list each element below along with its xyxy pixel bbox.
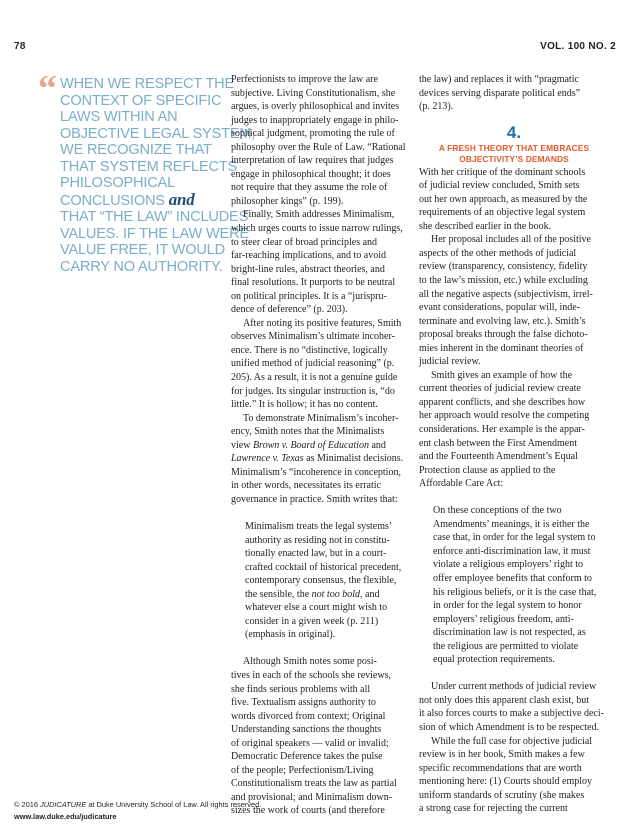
text-line: her approach would resolve the competing <box>419 410 590 422</box>
text-line: mies inherent in the dominant theories of <box>419 342 584 354</box>
text-line: judicial review. <box>419 356 481 368</box>
text-line: judges to inappropriately engage in philo- <box>231 114 399 126</box>
pull-quote-line: LAWS WITHIN AN <box>60 109 178 125</box>
text-line <box>231 452 411 466</box>
text-line: a strong case for rejecting the current <box>419 803 568 815</box>
text-line: sophical judgment, promoting the rule of <box>231 128 395 140</box>
text-line: little.” It is hollow; it has no content. <box>231 399 378 411</box>
pull-quote-text: CONCLUSIONS <box>60 192 165 209</box>
text-line: not require that they assume the role of <box>231 182 388 194</box>
pull-quote-line: PHILOSOPHICAL <box>60 175 175 191</box>
text-line: current theories of judicial review create <box>419 383 581 395</box>
text-line: 205). As a result, it is not a genuine guide <box>231 372 398 384</box>
paragraph <box>231 412 411 507</box>
text-line: in other words, necessitates its erratic <box>231 480 381 492</box>
text-line: Affordable Care Act: <box>419 478 504 490</box>
text-run: the sensible, the <box>245 588 312 600</box>
text-line: mentioning here: (1) Courts should employ <box>419 776 593 788</box>
text-line: for judges. Its singular instruction is, “do <box>231 385 395 397</box>
page-number: 78 <box>14 41 26 52</box>
text-line: considerations. Her example is the appar- <box>419 424 585 436</box>
block-quote <box>419 504 609 667</box>
copyright-notice <box>14 800 261 809</box>
text-line: Amendments’ meanings, it is either the <box>433 518 590 530</box>
paragraph <box>231 655 411 818</box>
text-line: Finally, Smith addresses Minimalism, <box>243 209 395 221</box>
text-line: (p. 213). <box>419 101 454 113</box>
paragraph <box>419 73 609 114</box>
text-line: To demonstrate Minimalism’s incoher- <box>243 412 399 424</box>
text-line: dence of deference” (p. 203). <box>231 304 348 316</box>
text-line: consider in a given week (p. 211) <box>245 615 379 627</box>
text-line: discrimination law is not respected, as <box>433 627 586 639</box>
right-column <box>419 73 609 816</box>
text-line: Minimalism’s “incoherence in conception, <box>231 466 401 478</box>
pull-quote-line <box>40 189 228 210</box>
text-line: she described earlier in the book. <box>419 220 552 232</box>
text-line: equal protection requirements. <box>433 654 555 666</box>
pull-quote-line: OBJECTIVE LEGAL SYSTEM, <box>60 125 256 142</box>
paragraph <box>419 369 609 491</box>
text-line: terminate and evolving law, etc.). Smith’s <box>419 315 586 327</box>
text-line: authority as residing not in constitu- <box>245 534 390 546</box>
text-line: Smith gives an example of how the <box>431 369 573 381</box>
volume-issue: VOL. 100 NO. 2 <box>540 41 616 52</box>
text-line: philosophy over the Rule of Law. “Rational <box>231 141 406 153</box>
text-line: review is in her book, Smith makes a few <box>419 749 585 761</box>
case-name: Lawrence v. Texas <box>231 453 304 465</box>
section-heading: OBJECTIVITY’S DEMANDS <box>459 154 569 165</box>
text-line: sion of which Amendment is to be respected. <box>419 721 599 733</box>
text-line: evant considerations, popular will, inde- <box>419 302 581 314</box>
middle-column <box>231 73 411 818</box>
text-line: tionally enacted law, but in a court- <box>245 548 387 560</box>
pull-quote-line: VALUES. IF THE LAW WERE <box>60 225 249 242</box>
text-line: ence. There is no “distinctive, logically <box>231 344 388 356</box>
text-line: bright-line rules, abstract theories, and <box>231 263 385 275</box>
text-line: whatever else a court might wish to <box>245 602 388 614</box>
paragraph <box>419 735 609 816</box>
text-line: five. Textualism assigns authority to <box>231 697 376 709</box>
pull-quote-line: THAT “THE LAW” INCLUDES <box>60 209 249 225</box>
text-line: and the Fourteenth Amendment’s Equal <box>419 451 578 463</box>
text-line <box>231 588 411 602</box>
text-line: subjective. Living Constitutionalism, she <box>231 87 396 99</box>
text-line: ent clash between the First Amendment <box>419 437 578 449</box>
text-line: ency, Smith notes that the Minimalists <box>231 426 385 438</box>
text-line: engage in philosophical thought; it does <box>231 168 391 180</box>
text-line: Under current methods of judicial review <box>431 681 597 693</box>
pull-quote-line: VALUE FREE, IT WOULD <box>60 242 225 258</box>
text-line: observes Minimalism’s ultimate incoher- <box>231 331 395 343</box>
case-name: Brown v. Board of Education <box>252 439 369 451</box>
text-line: unified method of judicial reasoning” (p. <box>231 358 395 370</box>
text-line: While the full case for objective judicial <box>431 735 593 747</box>
text-run: , and <box>360 588 380 600</box>
text-line: argues, is overly philosophical and invites <box>231 101 400 113</box>
emphasis: not too bold <box>311 588 360 600</box>
text-line: it also forces courts to make a subjective deci- <box>419 708 604 720</box>
text-line: With her critique of the dominant schools <box>419 166 586 178</box>
paragraph <box>231 73 411 208</box>
text-run: view <box>231 439 253 451</box>
text-line: in order for the legal system to honor <box>433 600 582 612</box>
text-line: On these conceptions of the two <box>433 505 562 517</box>
text-line: specific recommendations that are worth <box>419 762 582 774</box>
text-line: far-reaching implications, and to avoid <box>231 250 387 262</box>
text-line: Although Smith notes some posi- <box>243 656 377 668</box>
text-line: employers’ religious freedom, anti- <box>433 613 574 625</box>
text-line: Her proposal includes all of the positive <box>431 234 591 246</box>
text-line: devices serving disparate political ends” <box>419 87 581 99</box>
text-line: to the law’s mission, etc.) while excluding <box>419 275 588 287</box>
text-line: aspects of the other methods of judicial <box>419 247 577 259</box>
text-line: tives in each of the schools she reviews, <box>231 669 391 681</box>
text-run: as Minimalist decisions. <box>303 453 404 465</box>
text-line: requirements of an objective legal system <box>419 207 586 219</box>
text-line: Protection clause as applied to the <box>419 464 556 476</box>
journal-name: JUDICATURE <box>40 800 87 809</box>
text-line: (emphasis in original). <box>245 629 336 641</box>
text-line: his religious beliefs, or it is the case that, <box>433 586 597 598</box>
paragraph <box>231 208 411 316</box>
text-line: review (transparency, consistency, fidelity <box>419 261 588 273</box>
section-heading: A FRESH THEORY THAT EMBRACES <box>438 142 590 153</box>
text-line: final resolutions. It purports to be neutral <box>231 277 396 289</box>
text-line: interpretation of law requires that judges <box>231 155 394 167</box>
text-line: offer employee benefits that conform to <box>433 573 592 584</box>
text-line: all the negative aspects (subjectivism, irrel- <box>419 288 593 300</box>
text-line: apparent conflicts, and she describes how <box>419 396 586 408</box>
paragraph <box>419 166 609 234</box>
text-line: Minimalism treats the legal systems’ <box>245 521 393 532</box>
text-line: not only does this apparent clash exist, but <box>419 694 589 706</box>
text-line: and provisional; and Minimalism down- <box>231 791 393 803</box>
pull-quote-line: CARRY NO AUTHORITY. <box>60 258 223 275</box>
paragraph <box>419 233 609 368</box>
text-line: Democratic Deference takes the pulse <box>231 751 383 763</box>
text-line: uniform standards of scrutiny (she makes <box>419 789 585 801</box>
text-line: of judicial review concluded, Smith sets <box>419 180 580 192</box>
text-line: the law) and replaces it with “pragmatic <box>419 74 579 85</box>
pull-quote-line: THAT SYSTEM REFLECTS <box>60 158 238 175</box>
section-number: 4. <box>506 122 522 142</box>
pull-quote-line: WHEN WE RESPECT THE <box>60 76 235 92</box>
text-line: Understanding sanctions the thoughts <box>231 724 382 736</box>
text-line: words divorced from context; Original <box>231 710 386 722</box>
text-line: Perfectionists to improve the law are <box>231 74 378 85</box>
text-line: on political principles. It is a “jurispru- <box>231 290 387 302</box>
text-line: which urges courts to issue narrow rulings, <box>231 223 403 235</box>
text-line: contemporary consensus, the flexible, <box>245 575 397 587</box>
text-line: case that, in order for the legal system to <box>433 532 596 544</box>
text-run: and <box>368 439 386 451</box>
block-quote <box>231 520 411 642</box>
paragraph <box>231 317 411 412</box>
text-line: After noting its positive features, Smith <box>243 317 402 329</box>
text-line: governance in practice. Smith writes that: <box>231 493 398 505</box>
text-line: to steer clear of broad principles and <box>231 236 378 248</box>
text-line <box>231 439 411 453</box>
text-line: Constitutionalism treats the law as partial <box>231 778 397 790</box>
open-quote-mark: “ <box>38 68 57 110</box>
text-line: crafted cocktail of historical precedent, <box>245 561 402 573</box>
text-line: out her own approach, as measured by the <box>419 193 588 205</box>
copyright-text: © 2016 <box>14 800 40 809</box>
text-line: proposal breaks through the false dichoto- <box>419 329 588 341</box>
text-line: the religious are permitted to violate <box>433 640 579 652</box>
text-line: enforce anti-discrimination law, it must <box>433 545 591 557</box>
text-line: of the people; Perfectionism/Living <box>231 764 374 776</box>
pull-quote <box>38 68 256 275</box>
site-url-link[interactable]: www.law.duke.edu/judicature <box>14 812 117 821</box>
pull-quote-line: WE RECOGNIZE THAT <box>60 142 212 158</box>
text-line: she finds serious problems with all <box>231 683 371 695</box>
text-line: of original speakers — valid or invalid; <box>231 737 389 749</box>
text-line: sizes the work of courts (and therefore <box>231 805 385 817</box>
text-line: violate a religious employers’ right to <box>433 559 584 571</box>
paragraph <box>419 680 609 734</box>
pull-quote-line: CONTEXT OF SPECIFIC <box>60 92 222 109</box>
pull-quote-and: and <box>168 189 195 209</box>
text-line: philosopher kings” (p. 199). <box>231 195 344 207</box>
copyright-text: at Duke University School of Law. All rights reserved. <box>86 800 262 809</box>
